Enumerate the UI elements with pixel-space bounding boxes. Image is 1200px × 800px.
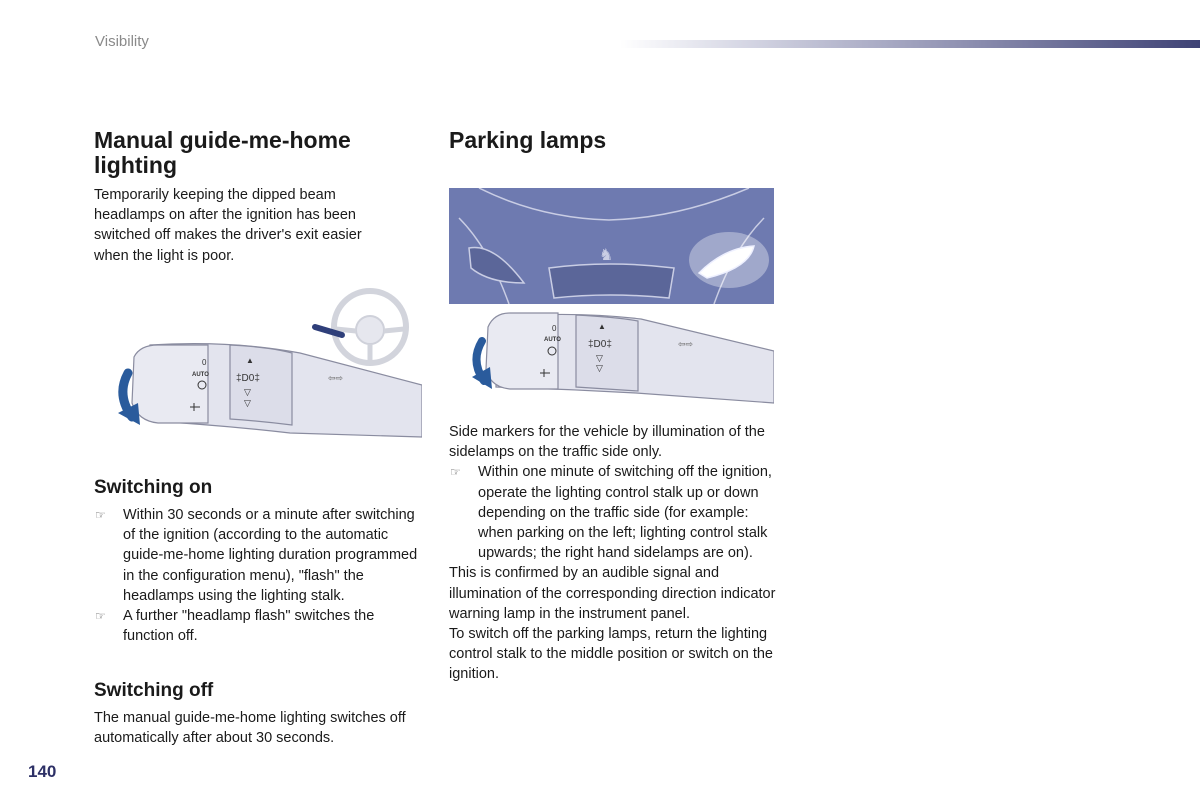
stalk-off-label: 0 [552, 324, 557, 333]
stalk-auto-label: AUTO [544, 337, 561, 343]
direction-indicator-icon: ⇦⇨ [328, 373, 344, 383]
direction-indicator-icon: ⇦⇨ [678, 339, 694, 349]
switching-off-heading: Switching off [94, 680, 214, 701]
parking-lamps-bullet [449, 462, 779, 563]
flash-down-icon: ▽ [244, 387, 251, 397]
guide-me-home-title: Manual guide-me-home lighting [94, 127, 351, 178]
parking-lamps-body [449, 422, 779, 685]
switching-on-bullet [94, 606, 424, 646]
parking-lamps-intro: Side markers for the vehicle by illumination of the sidelamps on the traffic side only. [449, 424, 765, 461]
pointing-hand-icon: ☞ [95, 508, 106, 522]
flash-down-icon-2: ▽ [244, 398, 251, 408]
flash-up-icon: ▲ [598, 322, 606, 331]
lighting-stalk-figure [110, 285, 422, 440]
page-number: 140 [28, 762, 57, 781]
pointing-hand-icon: ☞ [450, 465, 461, 480]
pointing-hand-icon: ☞ [95, 609, 106, 624]
parking-lamps-confirm: This is confirmed by an audible signal and illumination of the corresponding direction indicator warning lamp in the instrument panel. [449, 565, 776, 622]
flash-up-icon: ▲ [246, 356, 254, 365]
car-front-image [449, 188, 774, 304]
switching-on-bullet-text: A further "headlamp flash" switches the function off. [123, 608, 375, 645]
flash-down-icon-2: ▽ [596, 363, 603, 373]
parking-lamps-switch-off: To switch off the parking lamps, return the lighting control stalk to the middle position or switch on the ignition. [449, 626, 773, 683]
parking-stalk-illustration [466, 305, 774, 405]
parking-lamps-bullet-text: Within one minute of switching off the ignition, operate the lighting control stalk up or down depending on the traffic side (for example: when parking on the left; lighting control stalk upwards; the right hand sidelamps are on). [478, 464, 772, 562]
guide-me-home-intro: Temporarily keeping the dipped beam headlamps on after the ignition has been switched off makes the driver's exit easier when the light is poor. [94, 187, 362, 264]
stalk-off-label: 0 [202, 358, 207, 367]
left-column [94, 128, 424, 266]
switching-off-section [94, 679, 424, 748]
lighting-stalk-illustration [110, 285, 422, 440]
switching-on-section [94, 476, 424, 646]
steering-wheel-icon [315, 291, 406, 363]
stalk-auto-label: AUTO [192, 372, 209, 378]
grille [549, 264, 674, 298]
fog-lamp-icon: ‡D0‡ [236, 373, 260, 384]
parking-lamps-title: Parking lamps [449, 127, 607, 153]
flash-down-icon: ▽ [596, 353, 603, 363]
switching-on-bullet [94, 505, 424, 606]
section-label: Visibility [95, 33, 149, 50]
car-front-illustration [449, 188, 774, 304]
header-bar [620, 40, 1200, 48]
switching-on-bullet-text: Within 30 seconds or a minute after switching of the ignition (according to the automatic guide-me-home lighting duration programmed in the configuration menu), "flash" the headlamps using the lighting stalk. [123, 507, 418, 604]
right-column [449, 128, 779, 153]
switching-off-text: The manual guide-me-home lighting switches off automatically after about 30 seconds. [94, 710, 406, 747]
parking-stalk-figure [466, 305, 774, 405]
lion-logo-icon: ♞ [599, 247, 614, 264]
switching-on-heading: Switching on [94, 477, 213, 498]
fog-lamp-icon: ‡D0‡ [588, 339, 612, 350]
